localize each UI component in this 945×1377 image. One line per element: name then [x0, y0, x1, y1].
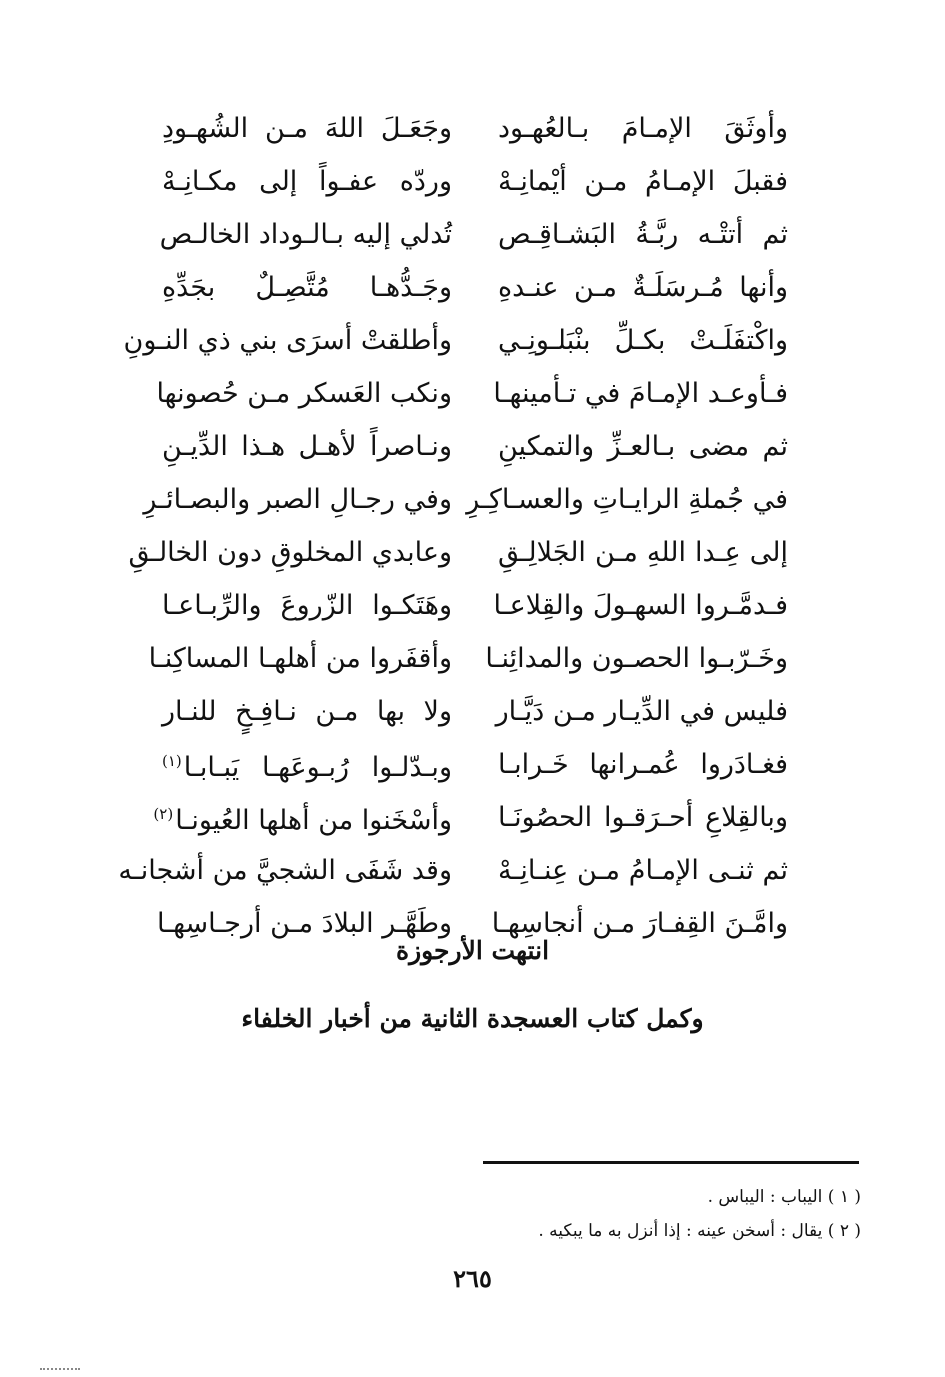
- verse-text: وبـدّلـوا رُبـوعَهـا يَبـابـا: [183, 752, 452, 783]
- verse-first-hemistich: وأنها مُـرسَلَـةٌ مـن عنـدهِ: [498, 272, 788, 303]
- verse-line: [123, 314, 800, 367]
- footnote: ( ٢ ) يقال : أسخن عينه : إذا أنزل به ما يبكيه .: [538, 1221, 861, 1241]
- verse-line: [150, 208, 800, 261]
- verse-first-hemistich: واكْتفَلَـتْ بكـلِّ بنْبَلـونِـي: [498, 325, 788, 356]
- footnote: ( ١ ) اليباب : اليباس .: [707, 1187, 861, 1207]
- verse-first-hemistich: فغـادَروا عُمـرانها خَـرابـا: [498, 749, 788, 780]
- page-number: ٢٦٥: [453, 1264, 492, 1293]
- verse-line: [150, 579, 800, 632]
- verse-first-hemistich: ثم أتتْـه ربَّـةُ البَشـاقِـص: [498, 219, 788, 250]
- verse-line: [150, 367, 800, 420]
- verse-line: [150, 738, 800, 791]
- footnote-divider: [483, 1161, 859, 1164]
- verse-line: [150, 632, 800, 685]
- verse-second-hemistich: وطَهَّـر البلادَ مـن أرجـاسِهـا: [156, 908, 452, 939]
- verse-line: [143, 473, 800, 526]
- verse-second-hemistich: تُدلي إليه بـالـوداد الخالـص: [159, 219, 452, 250]
- verse-second-hemistich: [153, 788, 452, 847]
- colophon: وكمل كتاب العسجدة الثانية من أخبار الخلفاء: [241, 1004, 704, 1033]
- verse-line: [118, 844, 800, 897]
- verse-first-hemistich: إلى عِـدا اللهِ مـن الجَلالِـقِ: [498, 537, 788, 568]
- footnote-marker: (١): [162, 752, 182, 770]
- verse-line: [150, 261, 800, 314]
- verse-first-hemistich: وخَـرّبـوا الحصـون والمدائِنـا: [485, 643, 788, 674]
- verse-second-hemistich: وهَتَكـوا الزّروعَ والرِّبـاعـا: [162, 590, 452, 621]
- verse-first-hemistich: فـدمَّـروا السهـولَ والقِلاعـا: [493, 590, 788, 621]
- verse-first-hemistich: ثم ثنـى الإمـامُ مـن عِنـانِـهْ: [498, 855, 788, 886]
- verse-second-hemistich: وردّه عفـواً إلى مكـانِـهْ: [162, 166, 452, 197]
- verse-line: [128, 526, 800, 579]
- verse-second-hemistich: ولا بها مـن نـافِـخٍ للنـار: [162, 696, 452, 727]
- poem: [118, 102, 800, 950]
- verse-second-hemistich: وعابدي المخلوقِ دون الخالـقِ: [128, 537, 452, 568]
- verse-first-hemistich: فليس في الدِّيـار مـن دَيَّـار: [495, 696, 788, 727]
- verse-line: [150, 791, 800, 844]
- verse-first-hemistich: ثم مضى بـالعـزِّ والتمكينِ: [498, 431, 788, 462]
- footnote-marker: (٢): [153, 805, 174, 823]
- verse-first-hemistich: وأوثَقَ الإمـامَ بـالعُهـود: [498, 113, 788, 144]
- verse-line: [150, 420, 800, 473]
- verse-line: [150, 685, 800, 738]
- verse-second-hemistich: ونـاصراً لأهـل هـذا الدِّيـنِ: [162, 431, 452, 462]
- verse-second-hemistich: ونكب العَسكر مـن حُصونها: [156, 378, 452, 409]
- verse-second-hemistich: وأقفَروا من أهلهـا المساكِنـا: [148, 643, 452, 674]
- verse-first-hemistich: فقبلَ الإمـامُ مـن أيْمانِـهْ: [498, 166, 788, 197]
- verse-first-hemistich: وامَّـنَ القِفـارَ مـن أنجاسِهـا: [491, 908, 788, 939]
- verse-line: [150, 155, 800, 208]
- verse-second-hemistich: وجَـدُّهـا مُتَّصِـلٌ بجَدِّهِ: [162, 272, 452, 303]
- verse-text: وأسْخَنوا من أهلها العُيونـا: [175, 805, 452, 836]
- verse-first-hemistich: في جُملةِ الرايـاتِ والعسـاكِـرِ: [466, 484, 788, 515]
- verse-second-hemistich: وفي رجـالِ الصبر والبصـائـرِ: [143, 484, 452, 515]
- closing-title: انتهت الأرجوزة: [395, 936, 550, 965]
- verse-line: [150, 102, 800, 155]
- verse-second-hemistich: وجَعَـلَ اللهَ مـن الشُهـودِ: [162, 113, 452, 144]
- verse-second-hemistich: وأطلقتْ أسرَى بني ذي النـونِ: [123, 325, 452, 356]
- footnotes: [361, 1180, 861, 1248]
- verse-second-hemistich: [162, 735, 452, 794]
- verse-first-hemistich: فـأوعـد الإمـامَ في تـأمينهـا: [493, 378, 788, 409]
- verse-second-hemistich: وقد شَفَى الشجيَّ من أشجانـه: [118, 855, 452, 886]
- scan-artifact: [40, 1368, 80, 1370]
- verse-first-hemistich: وبالقِلاعِ أحـرَقـوا الحصُونَـا: [498, 802, 788, 833]
